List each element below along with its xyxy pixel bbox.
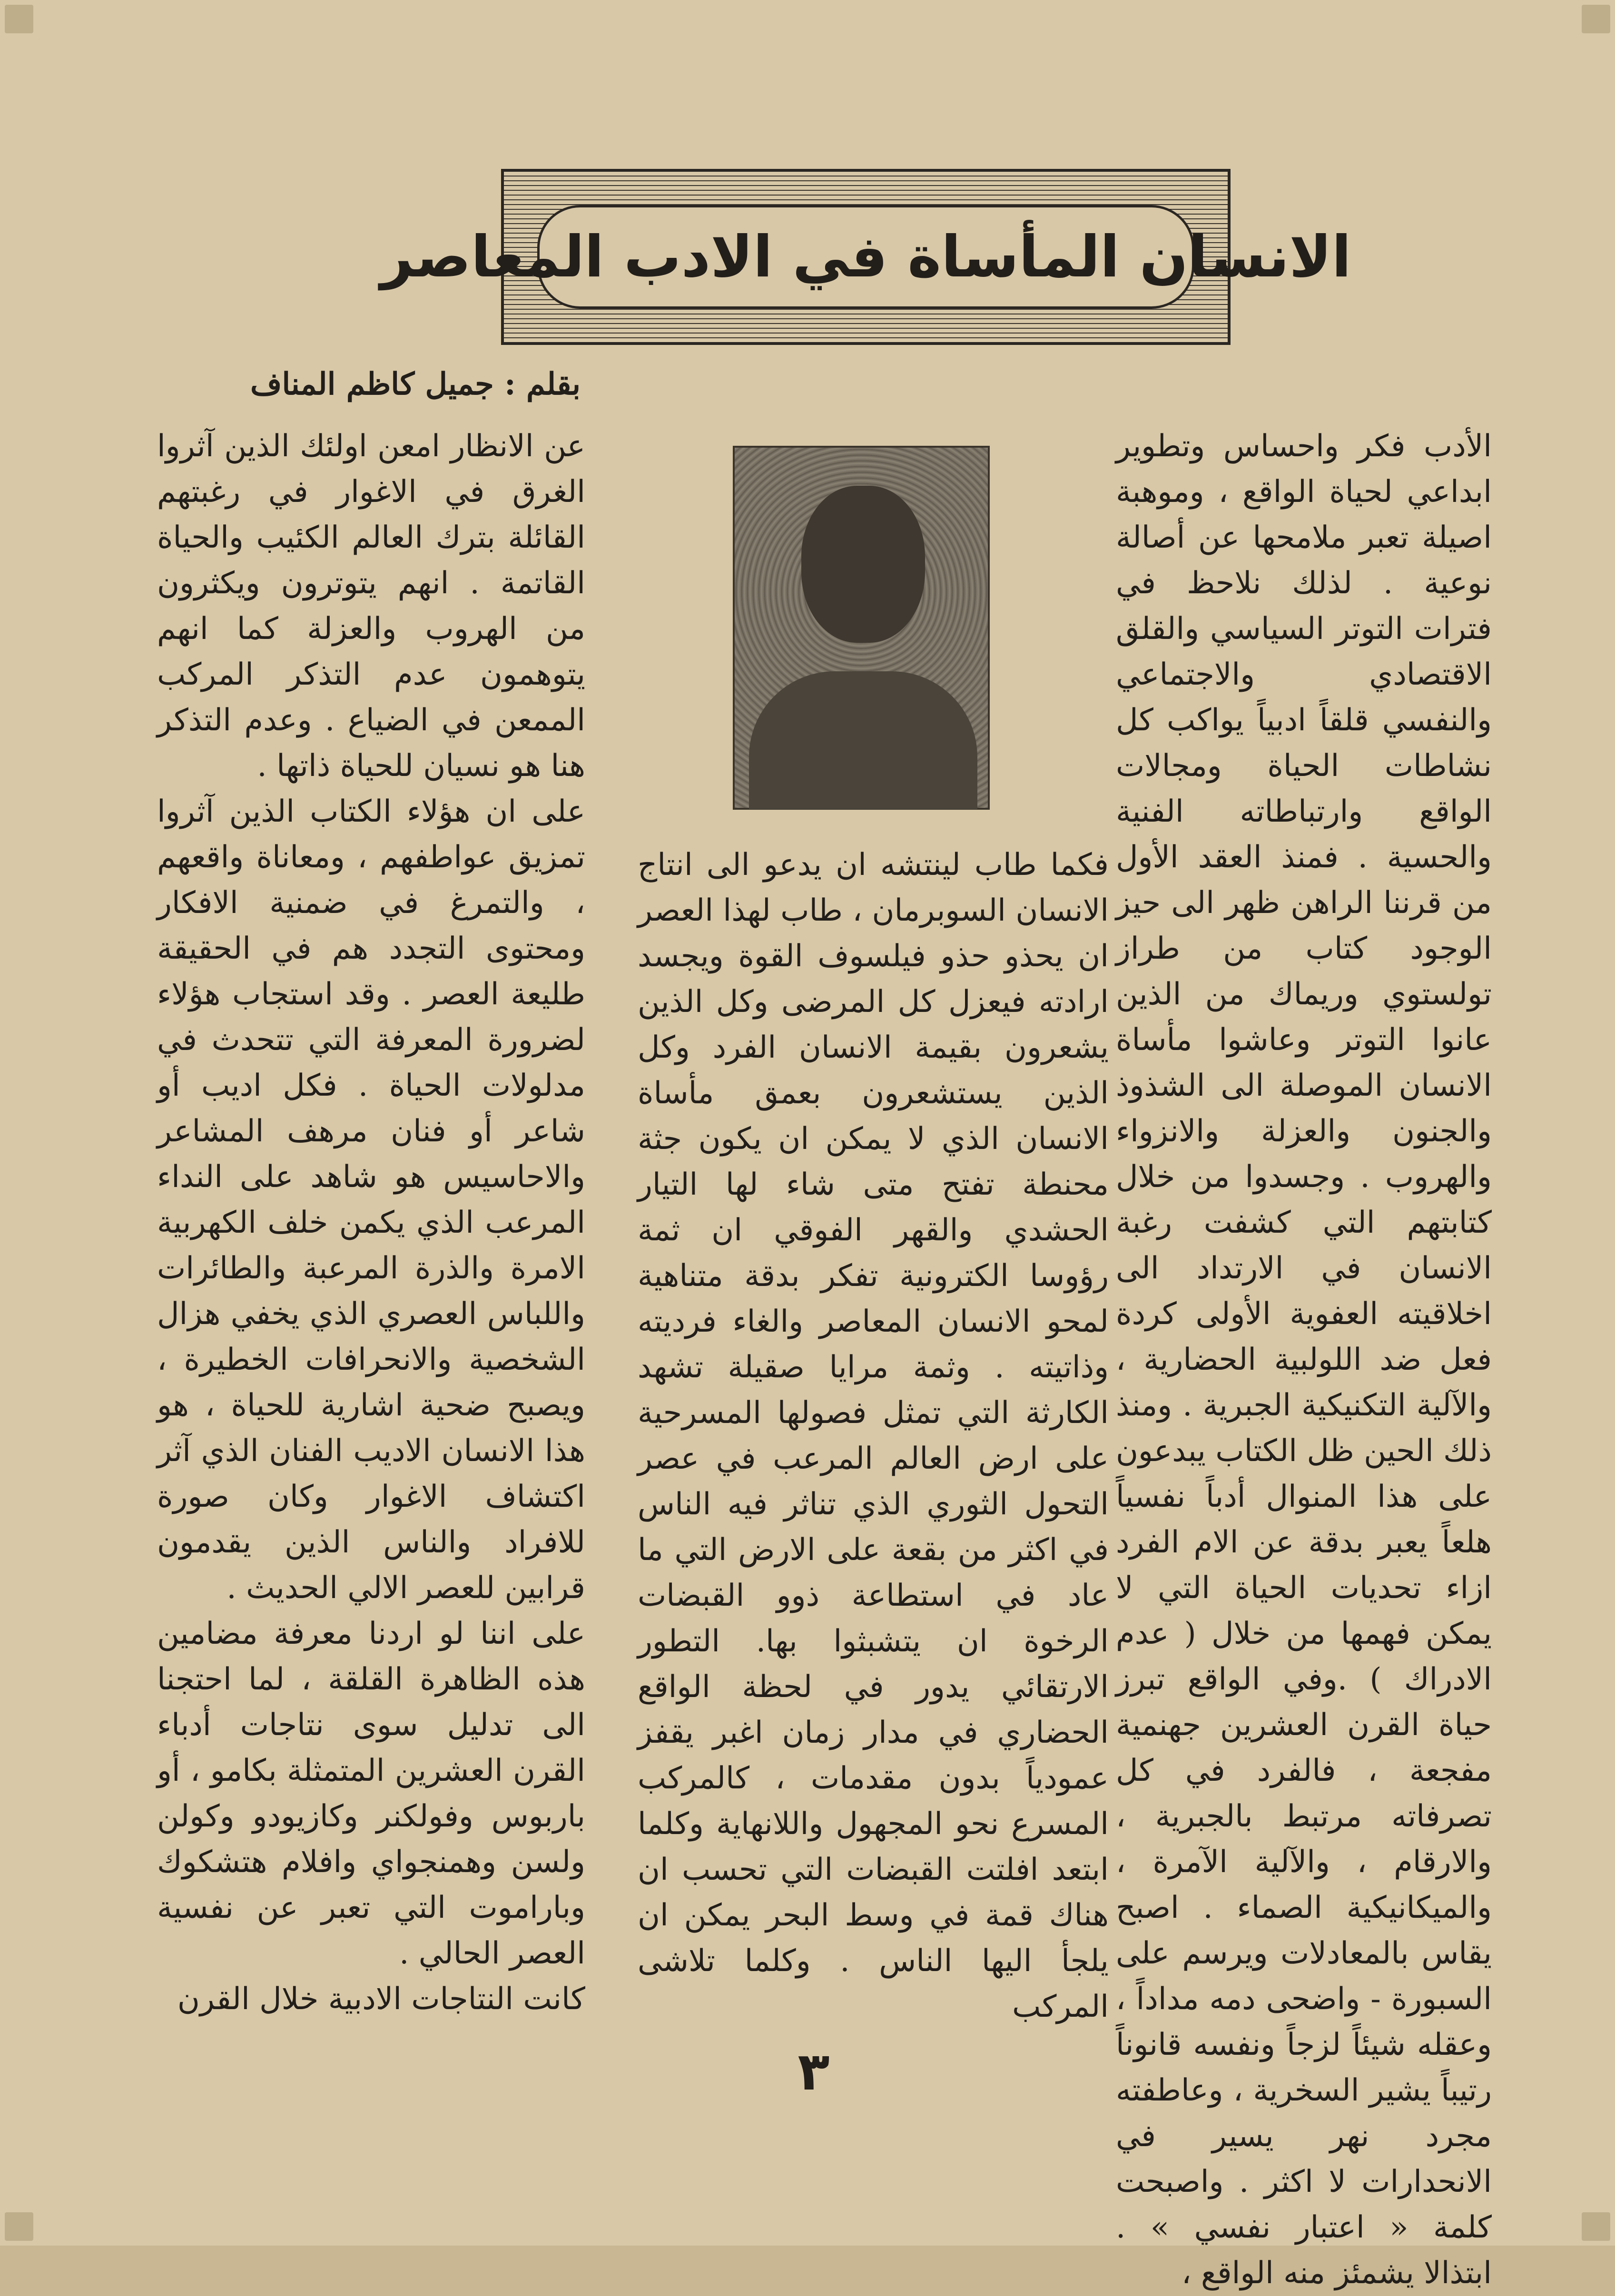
- page-number: ٣: [798, 2041, 830, 2102]
- corner-mark: [5, 2212, 33, 2241]
- article-title: الانسان المأساة في الادب المعاصر: [380, 224, 1351, 290]
- title-frame: [380, 169, 1351, 345]
- title-cartouche: [380, 205, 1351, 309]
- column-right: [1116, 423, 1492, 2296]
- author-byline: بقلم : جميل كاظم المناف: [250, 366, 581, 402]
- column-middle: [638, 842, 1109, 2030]
- paragraph: عن الانظار امعن اولئك الذين آثروا الغرق في الاغوار في رغبتهم القائلة بترك العالم الكئيب والحياة القاتمة . انهم يتوترون ويكثرون من الهروب والعزلة كما انهم يتوهمون عدم التذكر المركب الممعن في الضياع . وعدم التذكر هنا هو نسيان للحياة ذاتها .: [157, 429, 585, 784]
- paragraph: على ان هؤلاء الكتاب الذين آثروا تمزيق عواطفهم ، ومعاناة واقعهم ، والتمرغ في ضمنية الافكار ومحتوى التجدد هم في الحقيقة طليعة العصر . وقد استجاب هؤلاء لضرورة المعرفة التي تتحدث في مدلولات الحياة . فكل اديب أو شاعر أو فنان مرهف المشاعر والاحاسيس هو شاهد على النداء المرعب الذي يكمن خلف الكهربية الامرة والذرة المرعبة والطائرات واللباس العصري الذي يخفي هزال الشخصية والانحرافات الخطيرة ، ويصبح ضحية اشارية للحياة ، هو هذا الانسان الاديب الفنان الذي آثر اكتشاف الاغوار وكان صورة للافراد والناس الذين يقدمون قرابين للعصر الالي الحديث .: [157, 794, 585, 1606]
- paragraph: على اننا لو اردنا معرفة مضامين هذه الظاهرة القلقة ، لما احتجنا الى تدليل سوى نتاجات أدباء القرن العشرين المتمثلة بكامو ، أو باربوس وفولكنر وكازيودو وكولن ولسن وهمنجواي وافلام هتشكوك وباراموت التي تعبر عن نفسية العصر الحالي .: [157, 1616, 585, 1971]
- paragraph: كانت النتاجات الادبية خلال القرن: [177, 1982, 585, 2017]
- portrait-body: [749, 671, 977, 809]
- paragraph: الأدب فكر واحساس وتطوير ابداعي لحياة الواقع ، وموهبة اصيلة تعبر ملامحها عن أصالة نوعية . لذلك نلاحظ في فترات التوتر السياسي والقلق الاقتصادي والاجتماعي والنفسي قلقاً ادبياً يواكب كل نشاطات الحياة ومجالات الواقع وارتباطاته الفنية والحسية . فمنذ العقد الأول من قرننا الراهن ظهر الى حيز الوجود كتاب من طراز تولستوي وريماك من الذين عانوا التوتر وعاشوا مأساة الانسان الموصلة الى الشذوذ والجنون والعزلة والانزواء والهروب . وجسدوا من خلال كتابتهم التي كشفت رغبة الانسان في الارتداد الى اخلاقيته العفوية الأولى كردة فعل ضد اللولبية الحضارية ، والآلية التكنيكية الجبرية . ومنذ ذلك الحين ظل الكتاب يبدعون على هذا المنوال أدباً نفسياً هلعاً يعبر بدقة عن الام الفرد ازاء تحديات الحياة التي لا يمكن فهمها من خلال ( عدم الادراك ) .وفي الواقع تبرز حياة القرن العشرين جهنمية مفجعة ، فالفرد في كل تصرفاته مرتبط بالجبرية ، والارقام ، والآلية الآمرة ، والميكانيكية الصماء . اصبح يقاس بالمعادلات ويرسم على السبورة - واضحى دمه مداداً ، وعقله شيئاً لزجاً ونفسه قانوناً رتيباً يشير السخرية ، وعاطفته مجرد نهر يسير في الانحدارات لا اكثر . واصبحت كلمة « اعتبار نفسي » . ابتذالا يشمئز منه الواقع ،: [1116, 429, 1492, 2291]
- corner-mark: [5, 5, 33, 33]
- corner-mark: [1582, 5, 1610, 33]
- portrait-head: [801, 486, 925, 643]
- column-left: [157, 423, 585, 2022]
- corner-mark: [1582, 2212, 1610, 2241]
- author-portrait: [733, 446, 990, 810]
- paragraph: فكما طاب لينتشه ان يدعو الى انتاج الانسان السوبرمان ، طاب لهذا العصر ان يحذو حذو فيلسوف القوة ويجسد ارادته فيعزل كل المرضى وكل الذين يشعرون بقيمة الانسان الفرد وكل الذين يستشعرون بعمق مأساة الانسان الذي لا يمكن ان يكون جثة محنطة تفتح متى شاء لها التيار الحشدي والقهر الفوقي ان ثمة رؤوسا الكترونية تفكر بدقة متناهية لمحو الانسان المعاصر والغاء فرديته وذاتيته . وثمة مرايا صقيلة تشهد الكارثة التي تمثل فصولها المسرحية على ارض العالم المرعب في عصر التحول الثوري الذي تناثر فيه الناس في اكثر من بقعة على الارض التي ما عاد في استطاعة ذوو القبضات الرخوة ان يتشبثوا بها. التطور الارتقائي يدور في لحظة الواقع الحضاري في مدار زمان اغبر يقفز عمودياً بدون مقدمات ، كالمركب المسرع نحو المجهول واللانهاية وكلما ابتعد افلتت القبضات التي تحسب ان هناك قمة في وسط البحر يمكن ان يلجأ اليها الناس . وكلما تلاشى المركب: [638, 847, 1109, 2024]
